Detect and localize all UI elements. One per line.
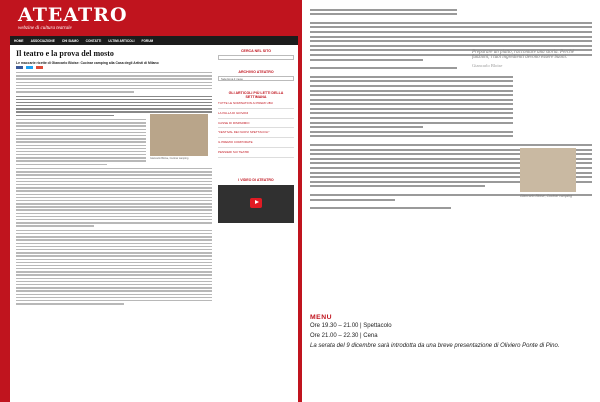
popular-item[interactable]: TUTTE LE NOMINATION AI PREMI UBU bbox=[218, 102, 294, 109]
popular-title: GLI ARTICOLI PIÙ LETTI DELLA SETTIMANA bbox=[228, 91, 284, 99]
quote-author: Giancarlo Bloise bbox=[472, 63, 503, 68]
nav-item-home[interactable]: HOME bbox=[14, 38, 24, 43]
menu-line: Ore 21.00 – 22.30 | Cena bbox=[310, 333, 378, 339]
menu-section bbox=[310, 314, 592, 351]
nav-item-ultimi[interactable]: ULTIMI ARTICOLI bbox=[108, 38, 135, 43]
article-body bbox=[16, 49, 212, 305]
main-nav bbox=[10, 36, 298, 45]
site-tagline: webzine di cultura teatrale bbox=[18, 26, 72, 31]
play-icon[interactable] bbox=[250, 198, 262, 208]
article-subtitle: Le maccarie ricette di Giancarlo Bloise: Cucinar camping alla Casa degli Artisti di Milano bbox=[16, 61, 159, 65]
masthead bbox=[10, 0, 298, 36]
article-paragraph bbox=[16, 72, 212, 93]
video-player[interactable] bbox=[218, 185, 294, 223]
popular-item[interactable]: CASSE DI RISPARMIO bbox=[218, 122, 294, 129]
article-quote bbox=[16, 96, 212, 117]
pull-quote: Preparare un piatto, raccontare una storia. Perché funzioni, i tuoi ingredienti devono essere buoni. Giancarlo Bloise bbox=[472, 50, 582, 68]
article-paragraph bbox=[16, 230, 212, 305]
menu-line: Ore 19.30 – 21.00 | Spettacolo bbox=[310, 323, 392, 329]
popular-item[interactable]: IL PREMIO CORPORATE bbox=[218, 141, 294, 148]
article-photo-2-caption: Giancarlo Bloise, Cucinar camping bbox=[520, 194, 573, 198]
search-input[interactable] bbox=[218, 55, 294, 60]
article-paragraph bbox=[16, 119, 146, 165]
nav-item-contatti[interactable]: CONTATTI bbox=[85, 38, 102, 43]
menu-heading: MENU bbox=[310, 314, 333, 321]
article-title: Il teatro e la prova del mosto bbox=[16, 49, 114, 58]
facebook-share-icon[interactable] bbox=[16, 66, 23, 69]
popular-item[interactable]: LA PALLA DI GIOVANI bbox=[218, 112, 294, 119]
search-title: CERCA NEL SITO bbox=[240, 49, 272, 53]
article-continuation bbox=[302, 0, 600, 402]
article-photo bbox=[150, 114, 208, 156]
nav-item-associazione[interactable]: ASSOCIAZIONE bbox=[30, 38, 55, 43]
sidebar bbox=[218, 45, 294, 223]
google-share-icon[interactable] bbox=[36, 66, 43, 69]
archive-title: ARCHIVIO ATEATRO bbox=[238, 70, 274, 74]
article-paragraph bbox=[16, 168, 212, 227]
article-meta bbox=[16, 66, 212, 69]
nav-item-chi-siamo[interactable]: CHI SIAMO bbox=[61, 38, 79, 43]
menu-line: La serata del 9 dicembre sarà introdotta da una breve presentazione di Oliviero Ponte di Pino. bbox=[310, 343, 560, 349]
popular-item[interactable]: PENSIERI SUI TEATRI bbox=[218, 151, 294, 158]
archive-select[interactable]: Seleziona il mese bbox=[218, 76, 294, 81]
article-photo-2 bbox=[520, 148, 576, 192]
popular-item[interactable]: "FESTIVAL DEI NUOVI SPETTACOLI" bbox=[218, 131, 294, 138]
article-page bbox=[10, 0, 298, 402]
article-photo-caption: Giancarlo Bloise, Cucinar camping bbox=[150, 157, 189, 160]
site-logo[interactable]: ATEATRO bbox=[18, 4, 128, 26]
video-title: I VIDEO DI ATEATRO bbox=[238, 177, 274, 182]
twitter-share-icon[interactable] bbox=[26, 66, 33, 69]
nav-item-forum[interactable]: FORUM bbox=[141, 38, 154, 43]
